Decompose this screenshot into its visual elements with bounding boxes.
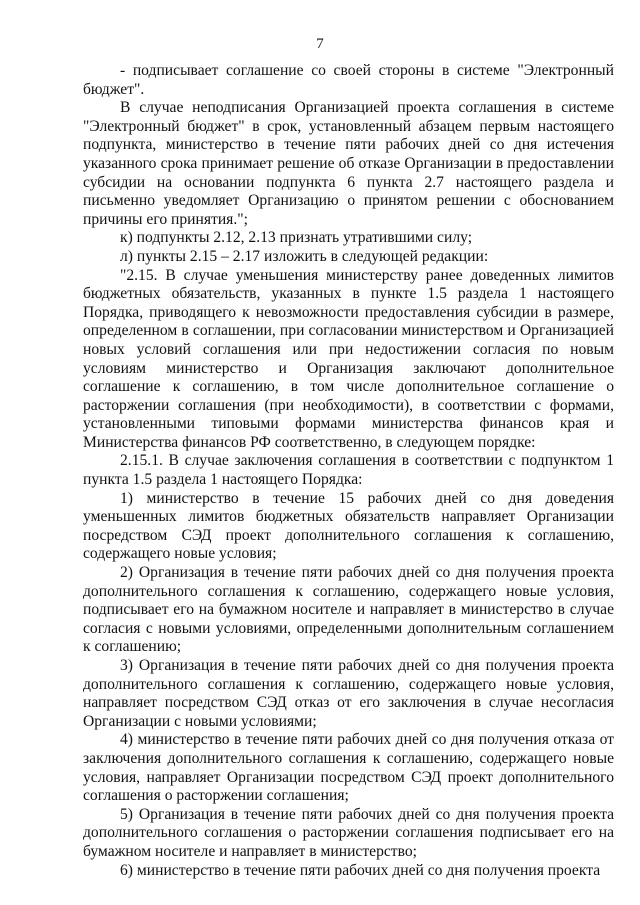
paragraph-item-2: 2) Организация в течение пяти рабочих дней со дня получения проекта дополнительного соглашения к соглашению, содержащего новые условия, подписывает его на бумажном носителе и направляет в министерство в случае согласия с новыми условиями, определенными дополнительным соглашением к соглашению;	[83, 564, 614, 656]
page-number: 7	[316, 36, 324, 52]
paragraph-item-4: 4) министерство в течение пяти рабочих дней со дня получения отказа от заключения дополнительного соглашения к соглашению, содержащего новые условия, направляет Организации посредством СЭД проект дополнительного соглашения о расторжении соглашения;	[83, 731, 614, 805]
paragraph-item-1: 1) министерство в течение 15 рабочих дней со дня доведения уменьшенных лимитов бюджетных обязательств направляет Организации посредством СЭД проект дополнительного соглашения к соглашению, содержащего новые условия;	[83, 489, 614, 563]
paragraph-2-15-1: 2.15.1. В случае заключения соглашения в соответствии с подпунктом 1 пункта 1.5 раздела 1 настоящего Порядка:	[83, 452, 614, 489]
paragraph-2-15: "2.15. В случае уменьшения министерству ранее доведенных лимитов бюджетных обязательств, указанных в пункте 1.5 раздела 1 настоящего Порядка, приводящего к невозможности предоставления субсидии в размере, определенном в соглашении, при согласовании министерством и Организацией новых условий соглашения или при недостижении согласия по новым условиям министерство и Организация заключают дополнительное соглашение к соглашению, в том числе дополнительное соглашение о расторжении соглашения (при необходимости), в соответствии с формами, установленными типовыми формами министерства финансов края и Министерства финансов РФ соответственно, в следующем порядке:	[83, 266, 614, 451]
paragraph-item-3: 3) Организация в течение пяти рабочих дней со дня получения проекта дополнительного соглашения к соглашению, содержащего новые условия, направляет посредством СЭД отказ от его заключения в случае несогласия Организации с новыми условиями;	[83, 657, 614, 730]
paragraph-item-5: 5) Организация в течение пяти рабочих дней со дня получения проекта дополнительного соглашения о расторжении соглашения подписывает его на бумажном носителе и направляет в министерство;	[83, 805, 614, 860]
document-body	[83, 62, 614, 880]
paragraph-l: л) пункты 2.15 – 2.17 изложить в следующей редакции:	[120, 247, 489, 265]
paragraph-k: к) подпункты 2.12, 2.13 признать утратившими силу;	[120, 229, 473, 247]
paragraph-item-6: 6) министерство в течение пяти рабочих дней со дня получения проекта	[120, 861, 601, 879]
paragraph-signing: - подписывает соглашение со своей стороны в системе "Электронный бюджет".	[83, 62, 614, 98]
paragraph-refusal: В случае неподписания Организацией проекта соглашения в системе "Электронный бюджет" в срок, установленный абзацем первым настоящего подпункта, министерство в течение пяти рабочих дней со дня истечения указанного срока принимает решение об отказе Организации в предоставлении субсидии на основании подпункта 6 пункта 2.7 настоящего раздела и письменно уведомляет Организацию о принятом решении с обоснованием причины его принятия.";	[83, 99, 614, 228]
